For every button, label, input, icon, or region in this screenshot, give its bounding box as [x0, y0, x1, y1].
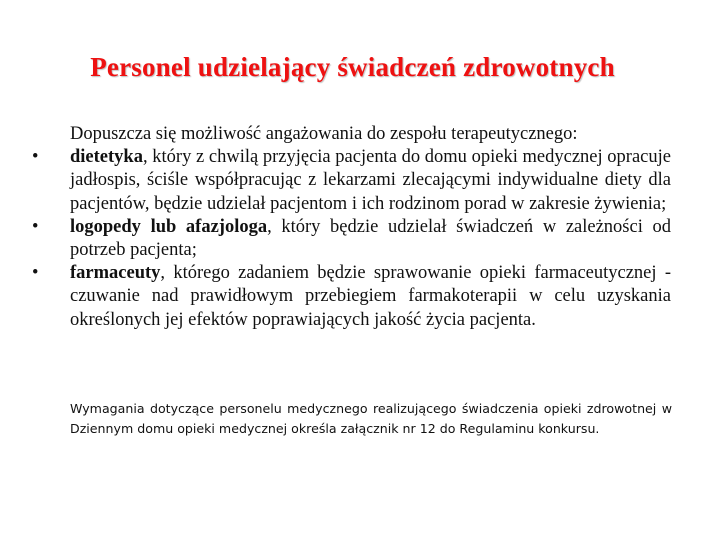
bullet-term: dietetyka [70, 147, 143, 168]
slide-body [32, 123, 671, 332]
bullet-item-dietitian [32, 146, 671, 216]
bullet-text: , którego zadaniem będzie sprawowanie opieki farmaceutycznej - czuwanie nad prawidłowym przebiegiem farmakoterapii w celu uzyskania określonych jej efektów poprawiających jakość życia pacjenta. [70, 263, 671, 330]
bullet-list [32, 146, 671, 332]
intro-text: Dopuszcza się możliwość angażowania do zespołu terapeutycznego: [70, 124, 578, 144]
bullet-icon: • [32, 216, 39, 237]
bullet-item-pharmacist [32, 262, 671, 332]
bullet-term: logopedy lub afazjologa [70, 216, 268, 237]
bullet-term: farmaceuty [70, 263, 161, 284]
footnote: Wymagania dotyczące personelu medycznego realizującego świadczenia opieki zdrowotnej w Dziennym domu opieki medycznej określa załącznik nr 12 do Regulaminu konkursu. [70, 401, 672, 436]
bullet-item-speech-therapist [32, 216, 671, 262]
bullet-icon: • [32, 147, 39, 168]
bullet-text: , który będzie udzielał świadczeń w zależności od potrzeb pacjenta; [70, 216, 671, 261]
slide-title: Personel udzielający świadczeń zdrowotnych [90, 52, 615, 82]
bullet-icon: • [32, 263, 39, 284]
bullet-text: , który z chwilą przyjęcia pacjenta do domu opieki medycznej opracuje jadłospis, ściśle współpracując z lekarzami zlecającymi indywidualne diety dla pacjentów, będzie udzielał pacjentom i ich rodzinom porad w zakresie żywienia; [70, 147, 671, 214]
